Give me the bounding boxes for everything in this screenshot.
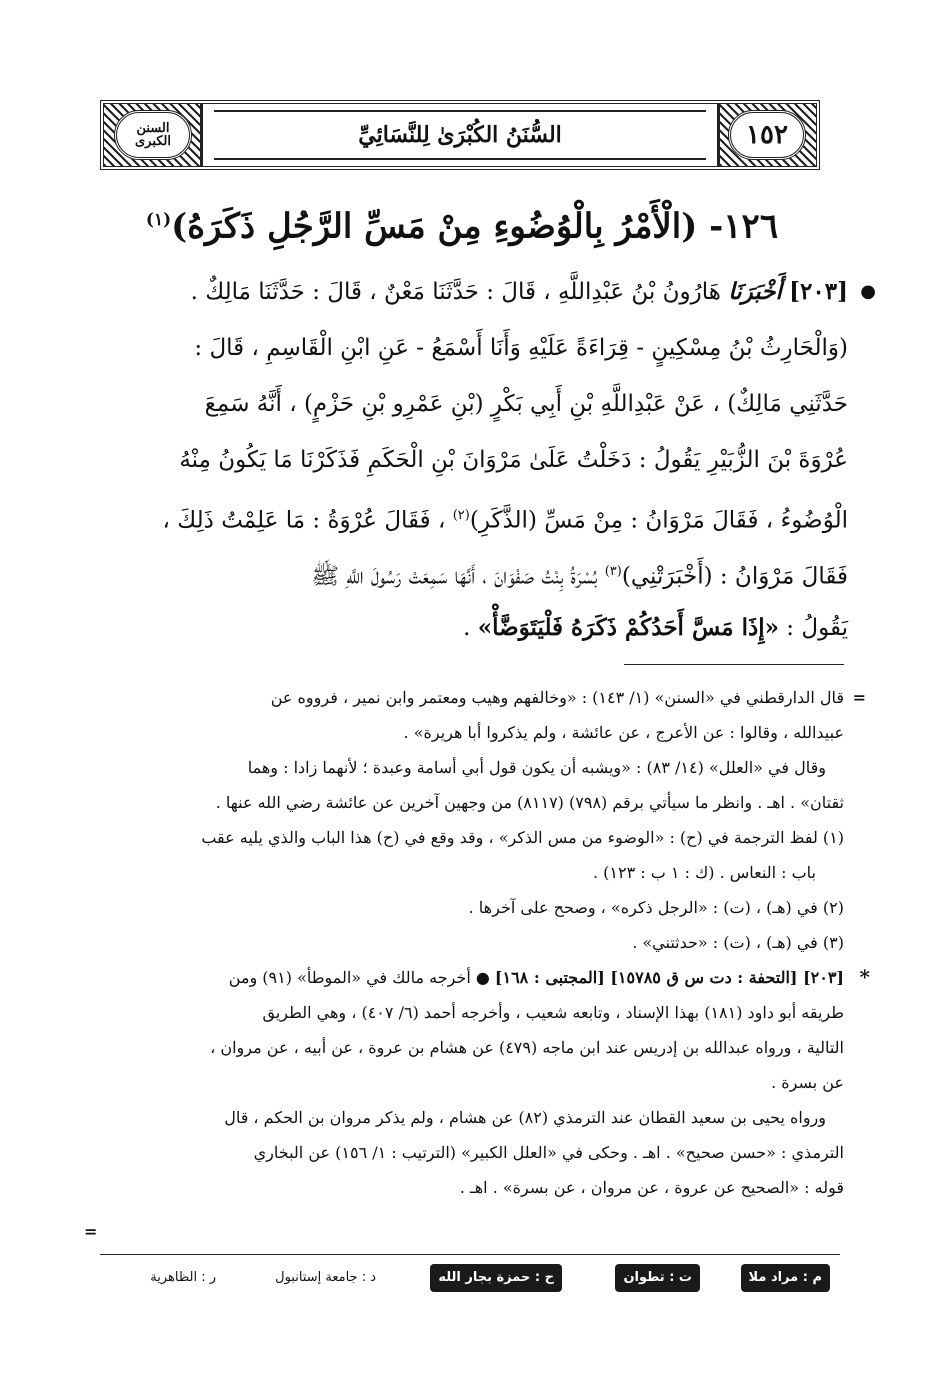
footnote-text: باب : النعاس . (ك : ١ ب : ١٢٣) . [593,863,816,882]
takhrij-line [92,1030,844,1065]
prophetic-quote: «إِذَا مَسَّ أَحَدُكُمْ ذَكَرَهُ فَلْيَتَوَضَّأْ» [477,614,779,641]
takhrij-line [92,1135,844,1170]
takhrij-text: ورواه يحيى بن سعيد القطان عند الترمذي (٨٢) عن هشام ، ولم يذكر مروان بن الحكم ، قال [224,1108,826,1127]
page-number-badge [728,110,806,160]
footnotes [92,680,870,1205]
hadith-line-text: الْوُضُوءُ ، فَقَالَ مَرْوَانُ : مِنْ مَسِّ (الذَّكَرِ) [469,507,848,534]
hadith-line [100,432,848,488]
footnote-line [92,750,844,785]
hadith-line [100,320,848,376]
hadith-line [100,544,848,600]
footer-rule [100,1254,840,1255]
takhrij-text: قوله : «الصحيح عن عروة ، عن مروان ، عن بسرة» . اهـ . [459,1178,844,1197]
page-header [100,100,820,170]
takhrij-line [92,960,870,995]
ikhbar-word: أَخْبَرَنَا [728,278,782,305]
hadith-line-text: فَقَالَ مَرْوَانُ : (أَخْبَرَتْنِي) [621,563,848,590]
footnote-line [92,925,844,960]
footnote-line [92,785,844,820]
hadith-line-text: بُسْرَةُ بِنْتُ صَفْوَانَ ، أَنَّهَا سَمِعَتْ رَسُولَ اللَّهِ ﷺ [311,563,605,590]
footnote-text: عبيدالله ، وقالوا : عن الأعرج ، عن عائشة ، ولم يذكروا أبا هريرة» . [403,723,844,742]
manuscript-t: ت : تطوان [615,1264,700,1292]
book-logo [114,110,192,160]
hadith-line [100,264,876,320]
manuscript-m: م : مراد ملا [741,1264,831,1292]
continuation-mark: = [852,688,866,707]
takhrij-text: ● أخرجه مالك في «الموطأ» (٩١) ومن [228,968,495,987]
takhrij-line [92,1170,844,1205]
hadith-line-text: عُرْوَةَ بْنَ الزُّبَيْرِ يَقُولُ : دَخَلْتُ عَلَىٰ مَرْوَانَ بْنِ الْحَكَمِ فَذَكَرْنَا مَا يَكُونُ مِنْهُ [179,447,848,473]
hadith-number: [٢٠٣] [789,278,848,305]
bullet-icon: ● [860,281,876,302]
footnote-text: وقال في «العلل» (١٤/ ٨٣) : «ويشبه أن يكون قول أبي أسامة وعبدة ؛ لأنهما زادا : وهما [247,758,826,777]
manuscript-h: ح : حمزة بجار الله [430,1264,562,1292]
footnote-mark: (٣) [604,564,622,579]
hadith-line-text: (وَالْحَارِثُ بْنُ مِسْكِينٍ - قِرَاءَةً عَلَيْهِ وَأَنَا أَسْمَعُ - عَنِ ابْنِ الْقَاسِمِ ، قَالَ : [194,335,848,361]
takhrij-line [92,1100,844,1135]
footnote-text: (٣) في (هـ) ، (ت) : «حدثتني» . [632,933,844,952]
hadith-line-text: حَدَّثَنِي مَالِكٌ) ، عَنْ عَبْدِاللَّهِ بْنِ أَبِي بَكْرٍ (بْنِ عَمْرِو بْنِ حَزْمٍ) ، أَنَّهُ سَمِعَ [204,391,848,417]
takhrij-line [92,995,844,1030]
star-icon: * [859,965,870,989]
page-number: ١٥٢ [746,120,788,150]
hadith-line [100,376,848,432]
takhrij-text: الترمذي : «حسن صحيح» . اهـ . وحكى في «العلل الكبير» (الترتيب : ١/ ١٥٦) عن البخاري [253,1143,844,1162]
hadith-line-text: ، فَقَالَ عُرْوَةُ : مَا عَلِمْتُ ذَلِكَ ، [162,507,453,534]
footnote-text: (١) لفظ الترجمة في (ح) : «الوضوء من مس الذكر» ، وقد وقع في (ح) هذا الباب والذي يليه عقب [201,828,844,847]
footnote-line [92,715,844,750]
footnote-line [92,680,866,715]
hadith-line-text: . [463,615,478,641]
footnote-mark: (٢) [452,508,470,523]
takhrij-text: التالية ، ورواه عبدالله بن إدريس عند ابن ماجه (٤٧٩) عن هشام بن عروة ، عن أبيه ، عن مروان ، [210,1038,844,1057]
chapter-footnote-mark: (١) [145,210,172,230]
footnote-text: (٢) في (هـ) ، (ت) : «الرجل ذكره» ، وصحح على آخرها . [468,898,844,917]
takhrij-ref: [٢٠٣] [التحفة : دت س ق ١٥٧٨٥] [المجتبى : ١٦٨] [494,968,844,987]
footnote-line [92,890,844,925]
hadith-line [100,488,848,544]
footnote-text: قال الدارقطني في «السنن» (١/ ١٤٣) : «وخالفهم وهيب ومعتمر وابن نمير ، فرووه عن [270,688,844,707]
footnote-divider [624,664,844,665]
manuscript-legend [100,1264,844,1294]
takhrij-text: طريقه أبو داود (١٨١) بهذا الإسناد ، وتابعه شعيب ، وأخرجه أحمد (٦/ ٤٠٧) ، وهي الطريق [262,1003,844,1022]
hadith-line-text: هَارُونُ بْنُ عَبْدِاللَّهِ ، قَالَ : حَدَّثَنَا مَعْنٌ ، قَالَ : حَدَّثَنَا مَالِكٌ . [190,279,729,305]
footnote-line [92,855,844,890]
hadith-text [100,264,876,656]
chapter-title: ١٢٦- (الْأَمْرُ بِالْوُضُوءِ مِنْ مَسِّ الرَّجُلِ ذَكَرَهُ) [171,206,779,247]
manuscript-d: د : جامعة إستانبول [275,1270,376,1285]
chapter-heading [110,192,814,248]
footnote-line [92,820,844,855]
manuscript-r: ر : الظاهرية [150,1270,216,1285]
book-title: السُّنَنُ الكُبْرَىٰ لِلنَّسَائِيِّ [358,122,562,148]
takhrij-text: عن بسرة . [771,1073,844,1092]
hadith-line [100,600,848,656]
book-logo-text: السنن الكبرى [134,121,172,149]
takhrij-line [92,1065,844,1100]
header-title-band [214,110,706,160]
hadith-line-text: يَقُولُ : [779,615,848,641]
footnote-text: ثقتان» . اهـ . وانظر ما سيأتي برقم (٧٩٨) (٨١١٧) من وجهين آخرين عن عائشة رضي الله عنها . [215,793,844,812]
continuation-mark-bottom: = [84,1222,98,1241]
